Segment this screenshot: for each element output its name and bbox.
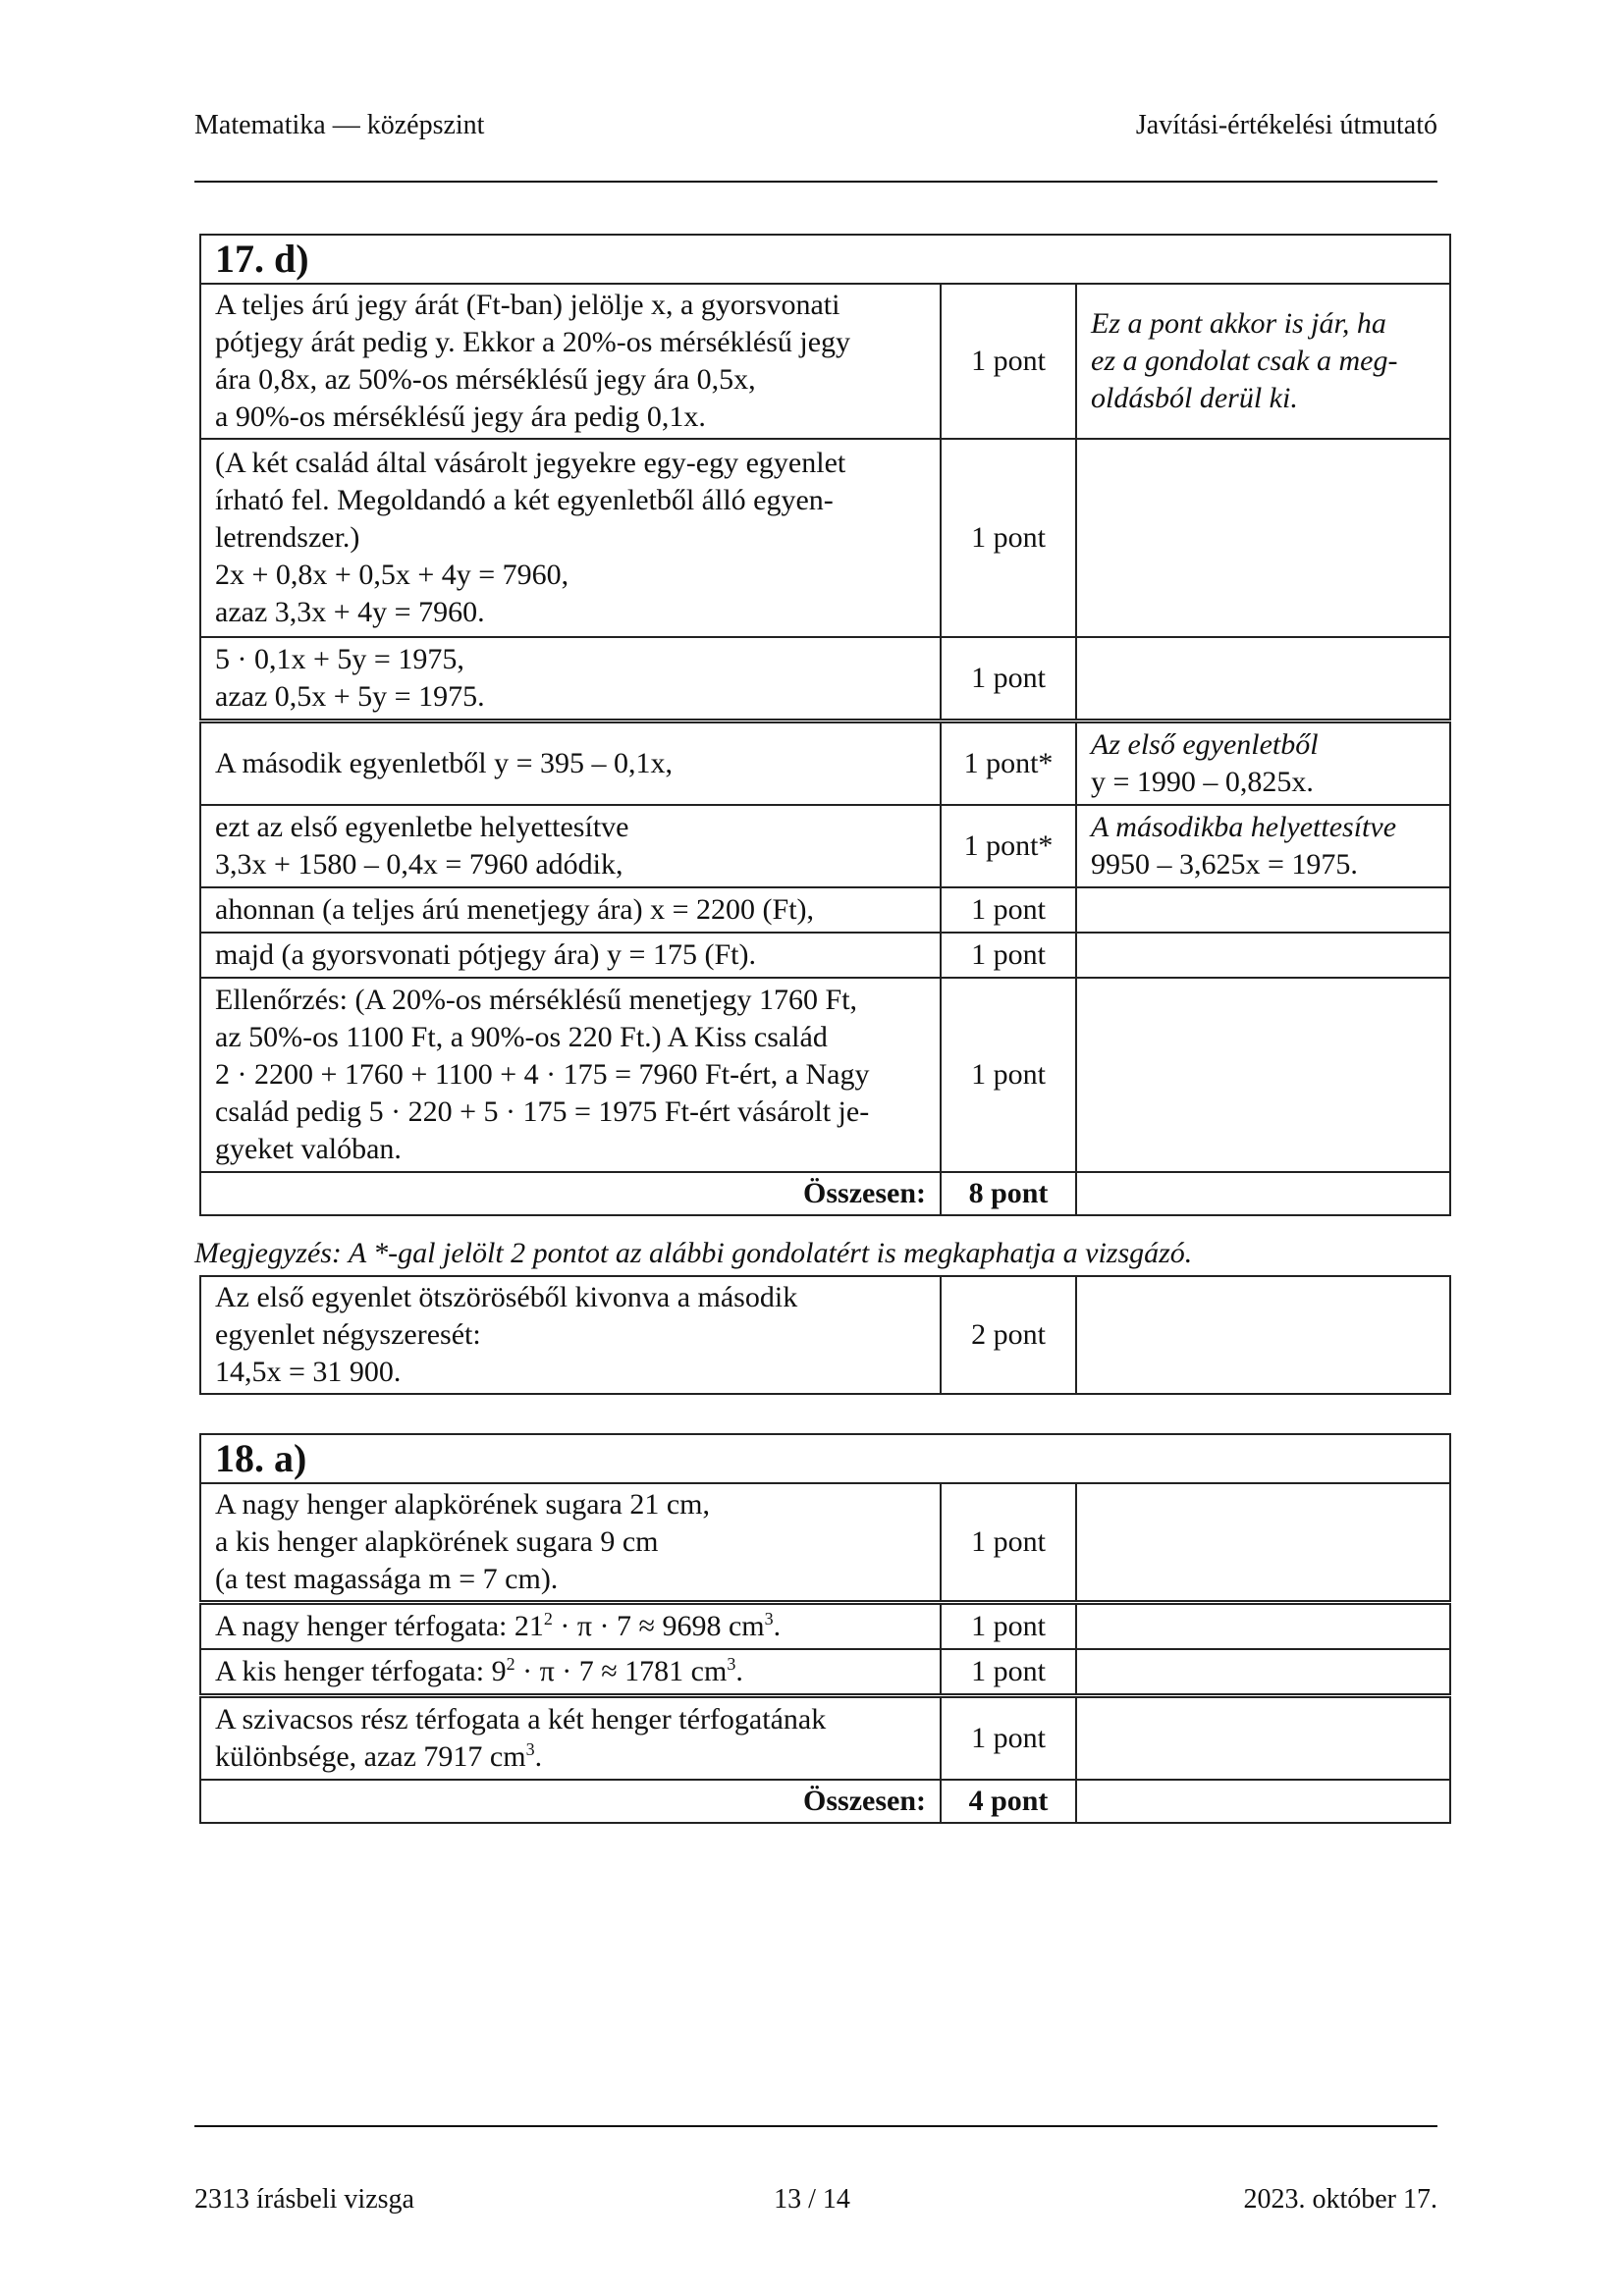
grader-note bbox=[1076, 1483, 1450, 1603]
points-cell: 1 pont bbox=[941, 933, 1076, 978]
step-line: gyeket valóban. bbox=[215, 1133, 402, 1165]
step-line: 3,3x + 1580 – 0,4x = 7960 adódik, bbox=[215, 848, 623, 881]
step-line: A nagy henger alapkörének sugara 21 cm, bbox=[215, 1488, 710, 1521]
total-points: 8 pont bbox=[941, 1172, 1076, 1215]
note-line: oldásból derül ki. bbox=[1091, 382, 1298, 414]
points-cell: 1 pont bbox=[941, 1696, 1076, 1781]
step-line: azaz 3,3x + 4y = 7960. bbox=[215, 596, 485, 628]
footer-divider bbox=[194, 2125, 1437, 2127]
note-line: 9950 – 3,625x = 1975. bbox=[1091, 848, 1358, 881]
points-cell: 1 pont bbox=[941, 637, 1076, 721]
formula-text: · π · 7 ≈ 9698 cm bbox=[552, 1610, 765, 1642]
step-line: azaz 0,5x + 5y = 1975. bbox=[215, 680, 485, 713]
footer-exam-code: 2313 írásbeli vizsga bbox=[194, 2184, 414, 2215]
solution-step bbox=[200, 721, 941, 806]
exponent: 3 bbox=[727, 1654, 736, 1674]
step-line: ahonnan (a teljes árú menetjegy ára) x = 2200 (Ft), bbox=[215, 893, 815, 926]
total-row bbox=[200, 1172, 1450, 1215]
solution-step bbox=[200, 887, 941, 933]
step-line: 2x + 0,8x + 0,5x + 4y = 7960, bbox=[215, 559, 569, 591]
note-line: Ez a pont akkor is jár, ha bbox=[1091, 307, 1386, 340]
table-row bbox=[200, 887, 1450, 933]
table-row bbox=[200, 805, 1450, 887]
header-divider bbox=[194, 181, 1437, 183]
points-cell: 1 pont bbox=[941, 439, 1076, 637]
table-row bbox=[200, 1696, 1450, 1781]
points-cell: 1 pont* bbox=[941, 721, 1076, 806]
grader-note bbox=[1076, 637, 1450, 721]
grader-note bbox=[1076, 805, 1450, 887]
solution-step bbox=[200, 1649, 941, 1696]
remark-note: Megjegyzés: A *-gal jelölt 2 pontot az alábbi gondolatért is megkaphatja a vizsgázó. bbox=[194, 1237, 1193, 1269]
grader-note bbox=[1076, 284, 1450, 439]
step-line: 14,5x = 31 900. bbox=[215, 1356, 402, 1388]
step-line: egyenlet négyszeresét: bbox=[215, 1318, 481, 1351]
points-cell: 1 pont bbox=[941, 284, 1076, 439]
solution-step bbox=[200, 439, 941, 637]
header-doc-type: Javítási-értékelési útmutató bbox=[1135, 110, 1437, 140]
step-line: A szivacsos rész térfogata a két henger térfogatának bbox=[215, 1703, 827, 1735]
step-line: 2 · 2200 + 1760 + 1100 + 4 · 175 = 7960 Ft-ért, a Nagy bbox=[215, 1058, 870, 1091]
exponent: 2 bbox=[543, 1609, 553, 1629]
formula-text: . bbox=[735, 1655, 743, 1687]
total-label: Összesen: bbox=[200, 1172, 941, 1215]
table-row bbox=[200, 439, 1450, 637]
step-line: a 90%-os mérséklésű jegy ára pedig 0,1x. bbox=[215, 400, 706, 433]
table-row bbox=[200, 721, 1450, 806]
step-line: az 50%-os 1100 Ft, a 90%-os 220 Ft.) A Kiss család bbox=[215, 1021, 828, 1053]
step-line: (a test magassága m = 7 cm). bbox=[215, 1563, 559, 1595]
points-cell: 1 pont bbox=[941, 1649, 1076, 1696]
table-row bbox=[200, 284, 1450, 439]
solution-step bbox=[200, 1483, 941, 1603]
total-points: 4 pont bbox=[941, 1780, 1076, 1823]
total-row bbox=[200, 1780, 1450, 1823]
formula-text: A kis henger térfogata: 9 bbox=[215, 1655, 507, 1687]
grader-note bbox=[1076, 887, 1450, 933]
exponent: 2 bbox=[506, 1654, 515, 1674]
empty-cell bbox=[1076, 1172, 1450, 1215]
points-cell: 1 pont bbox=[941, 1603, 1076, 1650]
task-title: 18. a) bbox=[200, 1434, 1450, 1483]
step-line: Ellenőrzés: (A 20%-os mérséklésű menetjegy 1760 Ft, bbox=[215, 984, 858, 1016]
points-cell: 1 pont bbox=[941, 1483, 1076, 1603]
step-line: pótjegy árát pedig y. Ekkor a 20%-os mérséklésű jegy bbox=[215, 326, 851, 358]
solution-step bbox=[200, 933, 941, 978]
table-row bbox=[200, 1649, 1450, 1696]
table-row bbox=[200, 637, 1450, 721]
formula-text: A nagy henger térfogata: 21 bbox=[215, 1610, 544, 1642]
step-line: majd (a gyorsvonati pótjegy ára) y = 175 (Ft). bbox=[215, 938, 756, 971]
step-line bbox=[215, 1738, 926, 1776]
grader-note bbox=[1076, 439, 1450, 637]
alternative-solution-table bbox=[199, 1275, 1451, 1395]
task-title: 17. d) bbox=[200, 235, 1450, 284]
grader-note bbox=[1076, 1649, 1450, 1696]
step-line: a kis henger alapkörének sugara 9 cm bbox=[215, 1525, 659, 1558]
note-line: A másodikba helyettesítve bbox=[1091, 811, 1397, 843]
exponent: 3 bbox=[525, 1739, 535, 1759]
step-line: letrendszer.) bbox=[215, 521, 360, 554]
step-line: család pedig 5 · 220 + 5 · 175 = 1975 Ft-ért vásárolt je- bbox=[215, 1095, 870, 1128]
formula-text: különbsége, azaz 7917 cm bbox=[215, 1740, 526, 1773]
grader-note bbox=[1076, 1603, 1450, 1650]
solution-step bbox=[200, 1696, 941, 1781]
grader-note bbox=[1076, 1276, 1450, 1394]
note-line: y = 1990 – 0,825x. bbox=[1091, 766, 1314, 798]
step-line: írható fel. Megoldandó a két egyenletből álló egyen- bbox=[215, 484, 834, 516]
step-line: 5 · 0,1x + 5y = 1975, bbox=[215, 643, 464, 675]
step-line: A teljes árú jegy árát (Ft-ban) jelölje x, a gyorsvonati bbox=[215, 289, 840, 321]
solution-step bbox=[200, 1603, 941, 1650]
points-cell: 1 pont* bbox=[941, 805, 1076, 887]
exponent: 3 bbox=[764, 1609, 774, 1629]
solution-step bbox=[200, 1276, 941, 1394]
table-row bbox=[200, 978, 1450, 1172]
solution-table-18a bbox=[199, 1433, 1451, 1824]
formula-text: . bbox=[773, 1610, 782, 1642]
table-row bbox=[200, 933, 1450, 978]
footer-date: 2023. október 17. bbox=[1243, 2184, 1437, 2215]
solution-step bbox=[200, 284, 941, 439]
points-cell: 1 pont bbox=[941, 978, 1076, 1172]
step-line: ezt az első egyenletbe helyettesítve bbox=[215, 811, 629, 843]
solution-table-17d bbox=[199, 234, 1451, 1216]
table-row bbox=[200, 1276, 1450, 1394]
step-line: ára 0,8x, az 50%-os mérséklésű jegy ára 0,5x, bbox=[215, 363, 756, 396]
formula-text: · π · 7 ≈ 1781 cm bbox=[514, 1655, 728, 1687]
grader-note bbox=[1076, 933, 1450, 978]
table-row bbox=[200, 1603, 1450, 1650]
points-cell: 1 pont bbox=[941, 887, 1076, 933]
grader-note bbox=[1076, 978, 1450, 1172]
header-subject: Matematika — középszint bbox=[194, 110, 485, 140]
note-line: Az első egyenletből bbox=[1091, 728, 1319, 761]
table-row bbox=[200, 1483, 1450, 1603]
points-cell: 2 pont bbox=[941, 1276, 1076, 1394]
step-line: (A két család által vásárolt jegyekre egy-egy egyenlet bbox=[215, 447, 846, 479]
solution-step bbox=[200, 805, 941, 887]
formula-text: . bbox=[534, 1740, 543, 1773]
note-line: ez a gondolat csak a meg- bbox=[1091, 345, 1398, 377]
solution-step bbox=[200, 637, 941, 721]
empty-cell bbox=[1076, 1780, 1450, 1823]
solution-step bbox=[200, 978, 941, 1172]
page-number: 13 / 14 bbox=[774, 2184, 850, 2215]
total-label: Összesen: bbox=[200, 1780, 941, 1823]
grader-note bbox=[1076, 721, 1450, 806]
grader-note bbox=[1076, 1696, 1450, 1781]
step-line: Az első egyenlet ötszöröséből kivonva a második bbox=[215, 1281, 798, 1313]
step-line: A második egyenletből y = 395 – 0,1x, bbox=[215, 747, 674, 779]
